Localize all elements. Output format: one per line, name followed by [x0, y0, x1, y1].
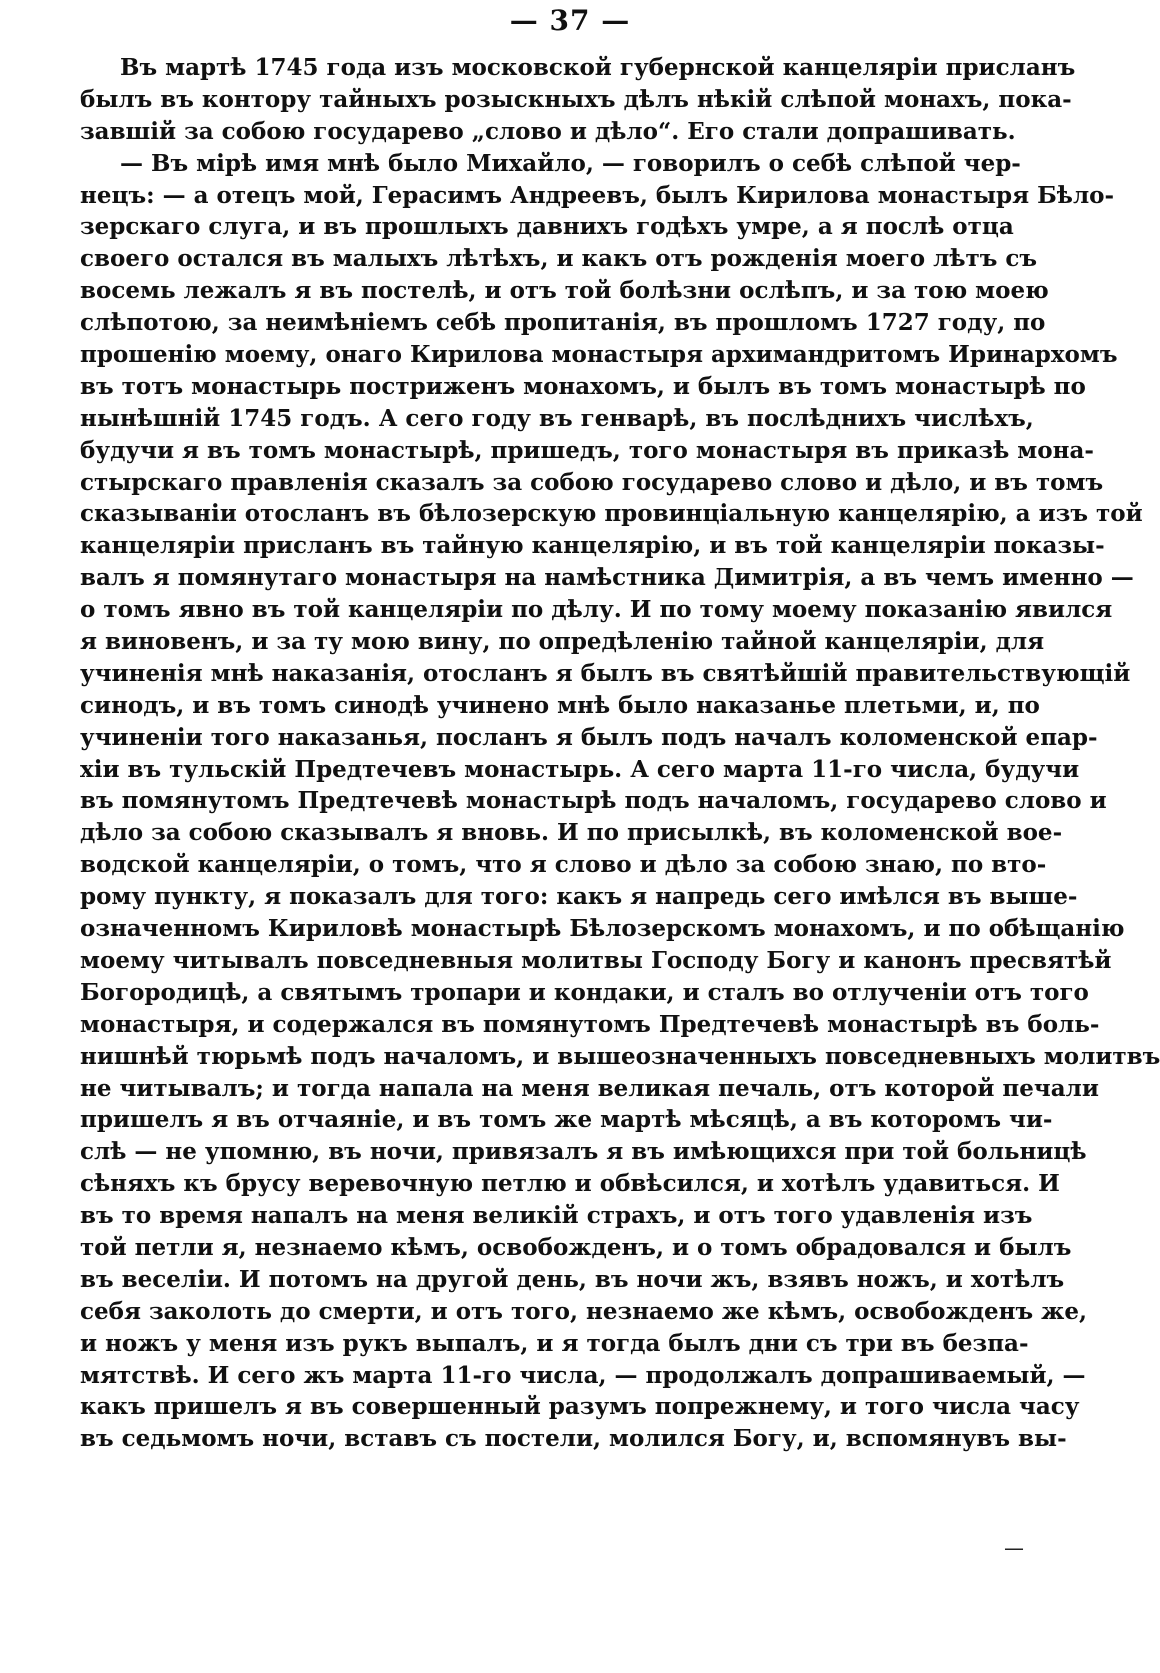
text-line: той петли я, незнаемо кѣмъ, освобожденъ, и о томъ обрадовался и былъ — [80, 1233, 1072, 1261]
text-line: монастыря, и содержался въ помянутомъ Предтечевѣ монастырѣ въ боль- — [80, 1010, 1100, 1038]
text-line: Въ мартѣ 1745 года изъ московской губернской канцеляріи присланъ — [120, 54, 1076, 81]
text-line: нынѣшній 1745 годъ. А сего году въ генварѣ, въ послѣднихъ числѣхъ, — [80, 404, 1034, 432]
text-line: нишнѣй тюрьмѣ подъ началомъ, и вышеозначенныхъ повседневныхъ молитвъ — [80, 1042, 1160, 1070]
page-number: — 37 — — [509, 4, 631, 37]
text-line: и ножъ у меня изъ рукъ выпалъ, и я тогда былъ дни съ три въ безпа- — [80, 1329, 1029, 1357]
text-line: синодъ, и въ томъ синодѣ учинено мнѣ было наказанье плетьми, и, по — [80, 691, 1040, 719]
text-line: стырскаго правленія сказалъ за собою государево слово и дѣло, и въ томъ — [80, 468, 1104, 496]
text-line: слѣпотою, за неимѣніемъ себѣ пропитанія, въ прошломъ 1727 году, по — [80, 309, 1046, 337]
text-line: зерскаго слуга, и въ прошлыхъ давнихъ годѣхъ умре, а я послѣ отца — [80, 213, 1014, 241]
text-line: прошенію моему, онаго Кирилова монастыря архимандритомъ Иринархомъ — [80, 341, 1118, 369]
text-line: былъ въ контору тайныхъ розыскныхъ дѣлъ нѣкій слѣпой монахъ, пока- — [80, 85, 1072, 113]
text-line: не читывалъ; и тогда напала на меня великая печаль, отъ которой печали — [80, 1074, 1099, 1102]
text-line: Богородицѣ, а святымъ тропари и кондаки, и сталъ во отлученіи отъ того — [80, 978, 1089, 1006]
text-line: пришелъ я въ отчаяніе, и въ томъ же мартѣ мѣсяцѣ, а въ которомъ чи- — [80, 1106, 1053, 1134]
text-line: въ то время напалъ на меня великій страхъ, и отъ того удавленія изъ — [80, 1202, 1033, 1230]
text-line: — Въ мірѣ имя мнѣ было Михайло, — говорилъ о себѣ слѣпой чер- — [120, 149, 1021, 177]
text-line: дѣло за собою сказывалъ я вновь. И по присылкѣ, въ коломенской вое- — [80, 819, 1063, 847]
text-line: канцеляріи присланъ въ тайную канцелярію, и въ той канцеляріи показы- — [80, 532, 1105, 560]
body-text — [80, 52, 1160, 1455]
text-line: восемь лежалъ я въ постелѣ, и отъ той болѣзни ослѣпъ, и за тою моею — [80, 277, 1049, 305]
text-line: слѣ — не упомню, въ ночи, привязалъ я въ имѣющихся при той больницѣ — [80, 1138, 1087, 1166]
text-line: въ седьмомъ ночи, вставъ съ постели, молился Богу, и, вспомянувъ вы- — [80, 1425, 1067, 1453]
text-line: означенномъ Кириловѣ монастырѣ Бѣлозерскомъ монахомъ, и по обѣщанію — [80, 915, 1125, 943]
text-line: рому пункту, я показалъ для того: какъ я напредь сего имѣлся въ выше- — [80, 883, 1078, 911]
text-line: себя заколоть до смерти, и отъ того, незнаемо же кѣмъ, освобожденъ же, — [80, 1297, 1088, 1325]
text-line: водской канцеляріи, о томъ, что я слово и дѣло за собою знаю, по вто- — [80, 851, 1047, 879]
text-line: сѣняхъ къ брусу веревочную петлю и обвѣсился, и хотѣлъ удавиться. И — [80, 1170, 1060, 1198]
text-line: моему читывалъ повседневныя молитвы Господу Богу и канонъ пресвятѣй — [80, 946, 1112, 974]
text-line: учиненія мнѣ наказанія, отосланъ я былъ въ святѣйшій правительствующій — [80, 659, 1131, 687]
text-line: учиненіи того наказанья, посланъ я былъ подъ началъ коломенской епар- — [80, 723, 1098, 751]
text-line: нецъ: — а отецъ мой, Герасимъ Андреевъ, былъ Кирилова монастыря Бѣло- — [80, 181, 1115, 209]
text-line: мятствѣ. И сего жъ марта 11-го числа, — продолжалъ допрашиваемый, — — [80, 1361, 1086, 1389]
text-line: о томъ явно въ той канцеляріи по дѣлу. И по тому моему показанію явился — [80, 596, 1113, 624]
text-line: въ тотъ монастырь постриженъ монахомъ, и былъ въ томъ монастырѣ по — [80, 372, 1086, 400]
text-line: валъ я помянутаго монастыря на намѣстника Димитрія, а въ чемъ именно — — [80, 564, 1134, 592]
text-line: я виновенъ, и за ту мою вину, по опредѣленію тайной канцеляріи, для — [80, 628, 1045, 656]
scan-mark: — — [1004, 1536, 1024, 1560]
text-line: въ веселіи. И потомъ на другой день, въ ночи жъ, взявъ ножъ, и хотѣлъ — [80, 1265, 1065, 1293]
text-line: сказываніи отосланъ въ бѣлозерскую провинціальную канцелярію, а изъ той — [80, 500, 1143, 528]
text-line: будучи я въ томъ монастырѣ, пришедъ, того монастыря въ приказѣ мона- — [80, 436, 1094, 464]
text-line: хіи въ тульскій Предтечевъ монастырь. А сего марта 11-го числа, будучи — [80, 755, 1080, 783]
text-line: своего остался въ малыхъ лѣтѣхъ, и какъ отъ рожденія моего лѣтъ съ — [80, 245, 1038, 273]
text-line: завшій за собою государево „слово и дѣло“. Его стали допрашивать. — [80, 117, 1016, 145]
text-line: въ помянутомъ Предтечевѣ монастырѣ подъ началомъ, государево слово и — [80, 787, 1107, 815]
text-line: какъ пришелъ я въ совершенный разумъ попрежнему, и того числа часу — [80, 1393, 1080, 1421]
